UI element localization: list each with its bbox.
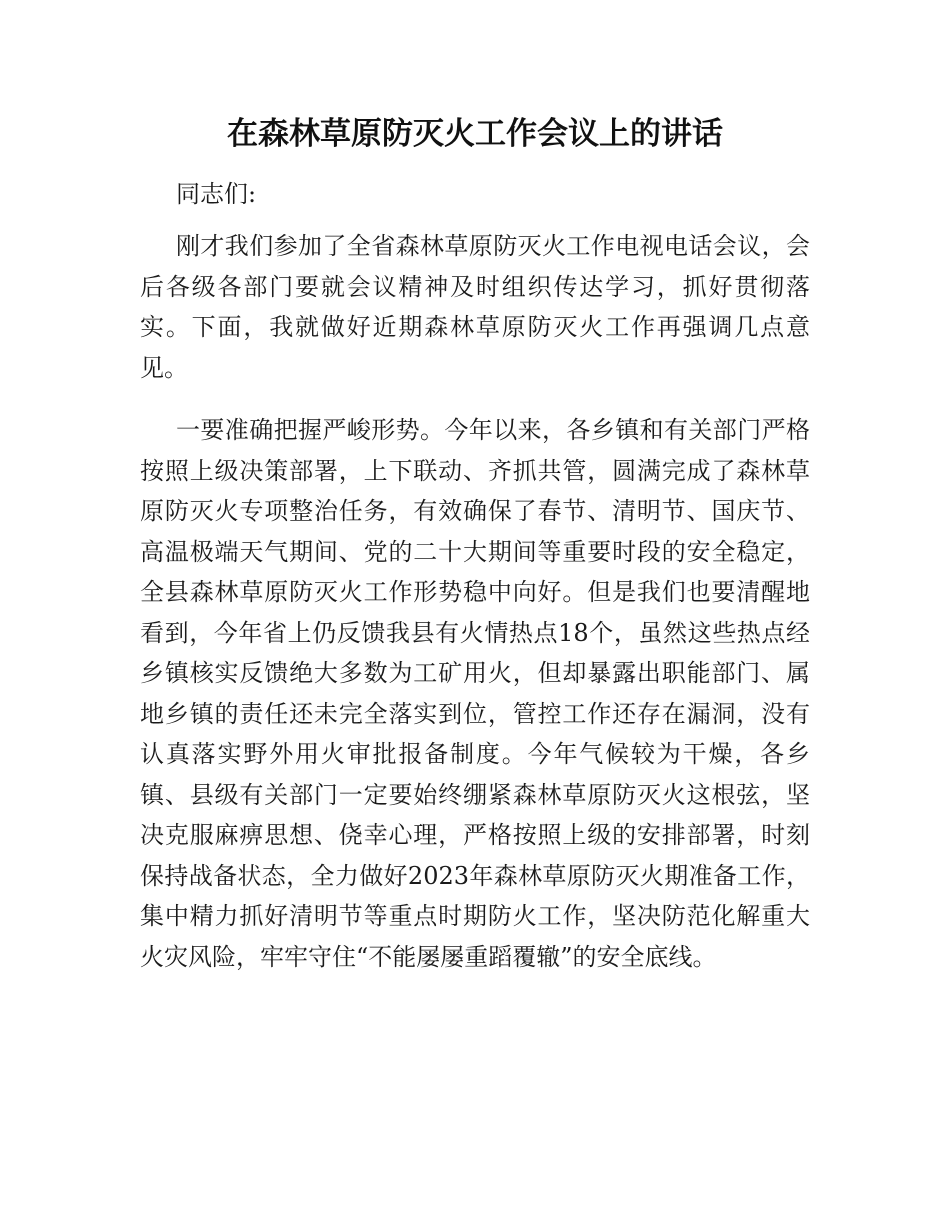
paragraph-1: 刚才我们参加了全省森林草原防灭火工作电视电话会议，会后各级各部门要就会议精神及时组织传达学习，抓好贯彻落实。下面，我就做好近期森林草原防灭火工作再强调几点意见。 <box>140 232 810 382</box>
greeting: 同志们: <box>176 180 257 208</box>
paragraph-2: 一要准确把握严峻形势。今年以来，各乡镇和有关部门严格按照上级决策部署，上下联动、齐抓共管，圆满完成了森林草原防灭火专项整治任务，有效确保了春节、清明节、国庆节、高温极端天气期间、党的二十大期间等重要时段的安全稳定，全县森林草原防灭火工作形势稳中向好。但是我们也要清醒地看到，今年省上仍反馈我县有火情热点18个，虽然这些热点经乡镇核实反馈绝大多数为工矿用火，但却暴露出职能部门、属地乡镇的责任还未完全落实到位，管控工作还存在漏洞，没有认真落实野外用火审批报备制度。今年气候较为干燥，各乡镇、县级有关部门一定要始终绷紧森林草原防灭火这根弦，坚决克服麻痹思想、侥幸心理，严格按照上级的安排部署，时刻保持战备状态，全力做好2023年森林草原防灭火期准备工作，集中精力抓好清明节等重点时期防火工作，坚决防范化解重大火灾风险，牢牢守住“不能屡屡重蹈覆辙”的安全底线。 <box>140 416 810 971</box>
document-title: 在森林草原防灭火工作会议上的讲话 <box>227 116 723 152</box>
